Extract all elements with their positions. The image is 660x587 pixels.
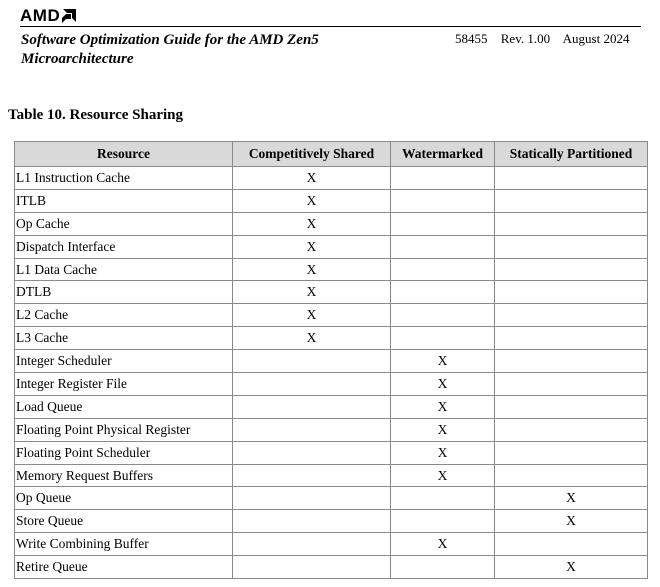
resource-name-cell: L1 Instruction Cache [15,167,233,190]
resource-name-cell: Dispatch Interface [15,235,233,258]
amd-arrow-icon [62,9,76,23]
resource-name-cell: Op Cache [15,212,233,235]
table-row [15,304,648,327]
sharing-mark-cell [495,350,648,373]
sharing-mark-cell [495,304,648,327]
sharing-mark-cell [391,510,495,533]
table-row [15,510,648,533]
table-row [15,418,648,441]
sharing-mark-cell [495,167,648,190]
resource-name-cell: Integer Register File [15,373,233,396]
sharing-mark-cell [391,189,495,212]
sharing-mark-cell [495,235,648,258]
table-row [15,464,648,487]
sharing-mark-cell [233,464,391,487]
sharing-mark-cell [495,464,648,487]
sharing-mark-cell [233,395,391,418]
table-row [15,373,648,396]
sharing-mark-cell: X [391,441,495,464]
sharing-mark-cell [391,167,495,190]
sharing-mark-cell: X [495,510,648,533]
table-row [15,487,648,510]
table-row [15,189,648,212]
sharing-mark-cell [233,556,391,579]
sharing-mark-cell [391,327,495,350]
sharing-mark-cell [233,487,391,510]
table-row [15,235,648,258]
sharing-mark-cell [233,533,391,556]
sharing-mark-cell: X [233,281,391,304]
table-row [15,350,648,373]
doc-number: 58455 [455,31,488,46]
doc-revision: Rev. 1.00 [500,31,551,46]
sharing-mark-cell: X [391,418,495,441]
resource-name-cell: L1 Data Cache [15,258,233,281]
sharing-mark-cell: X [391,464,495,487]
amd-logo [20,6,76,26]
column-header-statically-partitioned: Statically Partitioned [495,142,648,167]
sharing-mark-cell: X [233,327,391,350]
sharing-mark-cell: X [233,304,391,327]
resource-name-cell: Retire Queue [15,556,233,579]
sharing-mark-cell [233,350,391,373]
table-body [15,167,648,579]
sharing-mark-cell [495,258,648,281]
table-row [15,167,648,190]
resource-name-cell: Store Queue [15,510,233,533]
table-row [15,258,648,281]
sharing-mark-cell: X [495,556,648,579]
logo-text: AMD [20,6,61,25]
table-row [15,281,648,304]
resource-name-cell: Load Queue [15,395,233,418]
resource-sharing-table [14,141,648,579]
sharing-mark-cell: X [391,533,495,556]
sharing-mark-cell [495,281,648,304]
resource-name-cell: Floating Point Physical Register [15,418,233,441]
table-row [15,533,648,556]
table-row [15,556,648,579]
column-header-competitively-shared: Competitively Shared [233,142,391,167]
sharing-mark-cell [391,212,495,235]
sharing-mark-cell [391,487,495,510]
table-row [15,395,648,418]
sharing-mark-cell [495,533,648,556]
sharing-mark-cell: X [233,189,391,212]
doc-date: August 2024 [562,31,630,46]
sharing-mark-cell [495,395,648,418]
resource-name-cell: ITLB [15,189,233,212]
sharing-mark-cell [495,418,648,441]
sharing-mark-cell [495,212,648,235]
doc-title: Software Optimization Guide for the AMD Zen5 Microarchitecture [21,32,319,67]
resource-name-cell: Write Combining Buffer [15,533,233,556]
sharing-mark-cell: X [233,167,391,190]
sharing-mark-cell: X [233,235,391,258]
sharing-mark-cell: X [495,487,648,510]
sharing-mark-cell [495,189,648,212]
header-rule [20,26,641,27]
sharing-mark-cell: X [233,258,391,281]
sharing-mark-cell: X [391,373,495,396]
resource-name-cell: DTLB [15,281,233,304]
resource-name-cell: Memory Request Buffers [15,464,233,487]
table-row [15,441,648,464]
resource-name-cell: Integer Scheduler [15,350,233,373]
table-row [15,212,648,235]
sharing-mark-cell: X [233,212,391,235]
table-row [15,327,648,350]
resource-name-cell: L2 Cache [15,304,233,327]
sharing-mark-cell [391,281,495,304]
sharing-mark-cell [495,441,648,464]
sharing-mark-cell [391,258,495,281]
column-header-resource: Resource [15,142,233,167]
sharing-mark-cell [233,418,391,441]
sharing-mark-cell [391,304,495,327]
sharing-mark-cell [391,235,495,258]
resource-name-cell: Op Queue [15,487,233,510]
sharing-mark-cell [495,327,648,350]
sharing-mark-cell [233,441,391,464]
column-header-watermarked: Watermarked [391,142,495,167]
table-header-row [15,142,648,167]
sharing-mark-cell [391,556,495,579]
sharing-mark-cell [495,373,648,396]
resource-name-cell: L3 Cache [15,327,233,350]
resource-name-cell: Floating Point Scheduler [15,441,233,464]
table-caption: Table 10. Resource Sharing [8,107,184,123]
sharing-mark-cell: X [391,395,495,418]
doc-meta [455,31,629,47]
sharing-mark-cell [233,373,391,396]
sharing-mark-cell [233,510,391,533]
sharing-mark-cell: X [391,350,495,373]
